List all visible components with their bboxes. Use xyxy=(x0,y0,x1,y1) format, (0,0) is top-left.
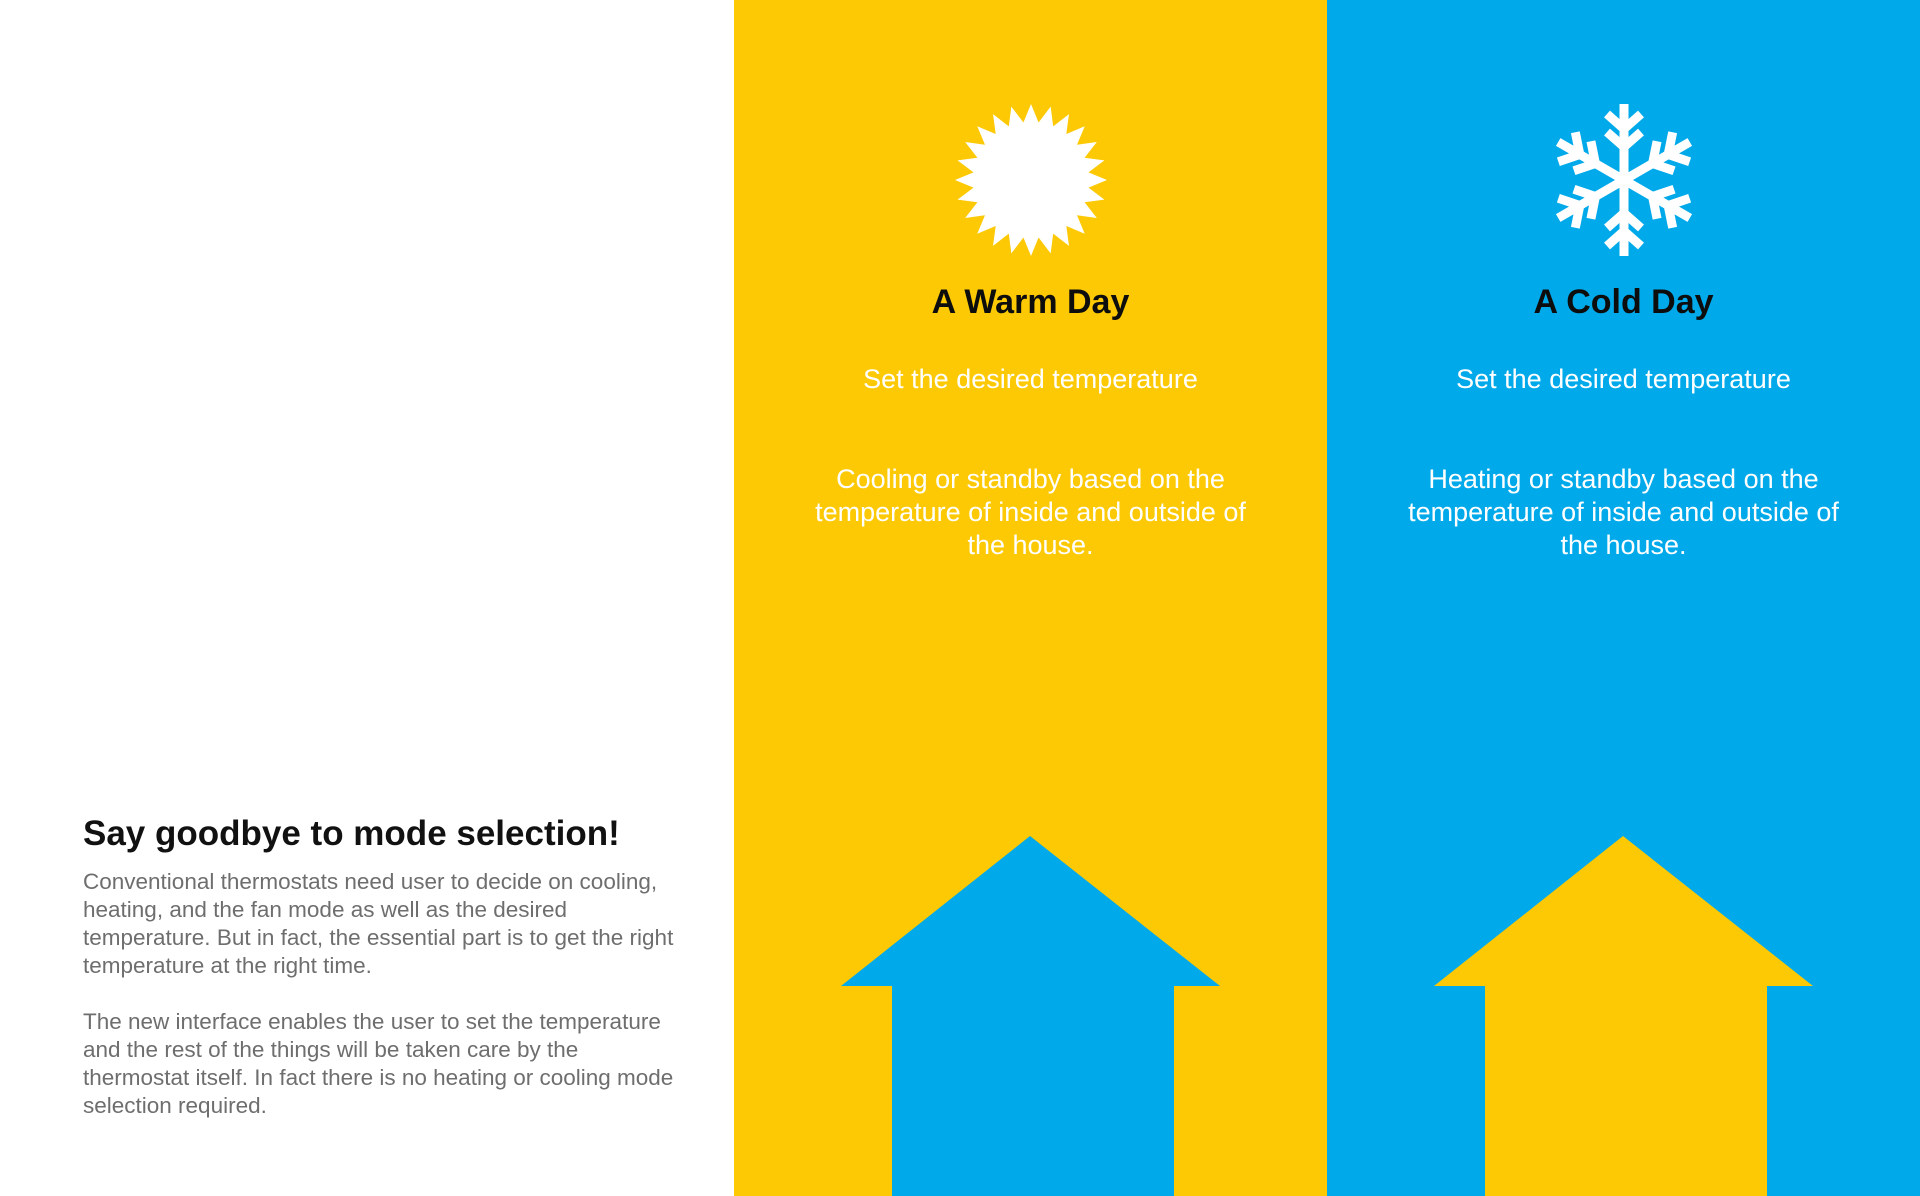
intro-heading: Say goodbye to mode selection! xyxy=(83,814,620,853)
warm-day-user-text: Set the desired temperature xyxy=(863,364,1198,394)
sun-icon xyxy=(955,100,1107,260)
warm-day-title: A Warm Day xyxy=(931,283,1130,321)
snowflake-icon xyxy=(1548,100,1700,260)
cold-day-title: A Cold Day xyxy=(1533,283,1714,321)
cold-day-column xyxy=(1327,0,1920,1196)
house-icon xyxy=(734,836,1327,1196)
cold-day-system-text: Heating or standby based on the temperature of inside and outside of the house. xyxy=(1408,464,1839,560)
intro-section xyxy=(83,812,683,1148)
left-panel xyxy=(0,0,734,1196)
warm-day-system-text: Cooling or standby based on the temperature of inside and outside of the house. xyxy=(815,464,1246,560)
warm-day-column xyxy=(734,0,1327,1196)
house-icon xyxy=(1327,836,1920,1196)
cold-day-user-text: Set the desired temperature xyxy=(1456,364,1791,394)
intro-paragraph-2: The new interface enables the user to set the temperature and the rest of the things will be taken care by the thermostat itself. In fact there is no heating or cooling mode selection required. xyxy=(83,1009,674,1118)
intro-paragraph-1: Conventional thermostats need user to decide on cooling, heating, and the fan mode as well as the desired temperature. But in fact, the essential part is to get the right temperature at the right time. xyxy=(83,869,674,978)
